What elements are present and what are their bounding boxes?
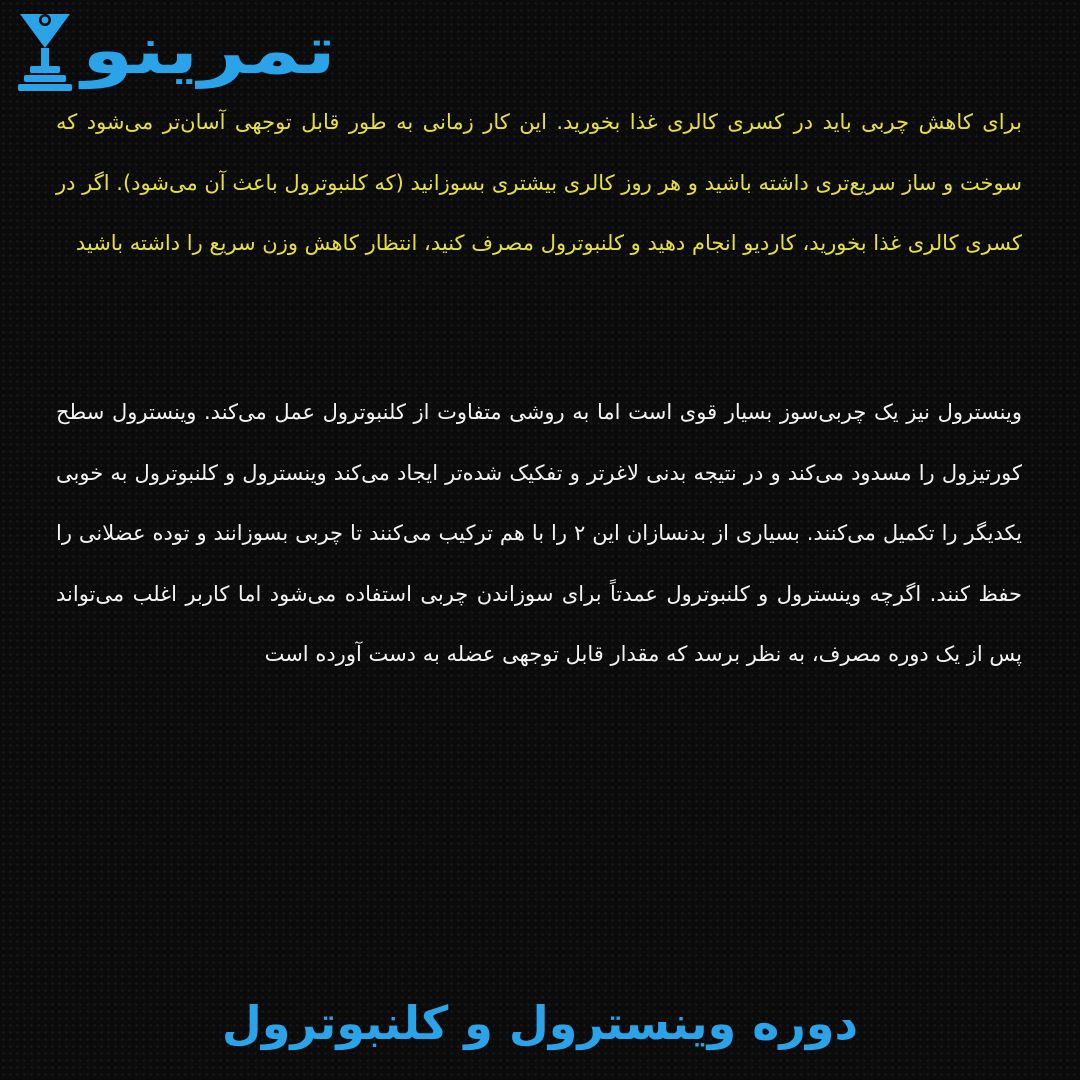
footer-title: دوره وینسترول و کلنبوترول — [221, 996, 859, 1050]
brand-logo — [14, 8, 337, 94]
brand-name: تمرینو — [82, 12, 337, 89]
highlight-paragraph: برای کاهش چربی باید در کسری کالری غذا بخورید. این کار زمانی به طور قابل توجهی آسان‌تر می‌شود که سوخت و ساز سریع‌تری داشته باشید و هر روز کالری بیشتری بسوزانید (که کلنبوترول باعث آن می‌شود). اگر در کسری کالری غذا بخورید، کاردیو انجام دهید و کلنبوترول مصرف کنید، انتظار کاهش وزن سریع را داشته باشید — [56, 110, 1022, 255]
chess-pawn-icon — [14, 8, 76, 94]
body-paragraph: وینسترول نیز یک چربی‌سوز بسیار قوی است اما به روشی متفاوت از کلنبوترول عمل می‌کند. وینسترول سطح کورتیزول را مسدود می‌کند و در نتیجه بدنی لاغرتر و تفکیک شده‌تر ایجاد می‌کند وینسترول و کلنبوترول به خوبی یکدیگر را تکمیل می‌کنند. بسیاری از بدنسازان این ۲ را با هم ترکیب می‌کنند تا چربی بسوزانند و توده عضلانی را حفظ کنند. اگرچه وینسترول و کلنبوترول عمدتاً برای سوزاندن چربی استفاده می‌شود اما کاربر اغلب می‌تواند پس از یک دوره مصرف، به نظر برسد که مقدار قابل توجهی عضله به دست آورده است — [56, 400, 1023, 666]
